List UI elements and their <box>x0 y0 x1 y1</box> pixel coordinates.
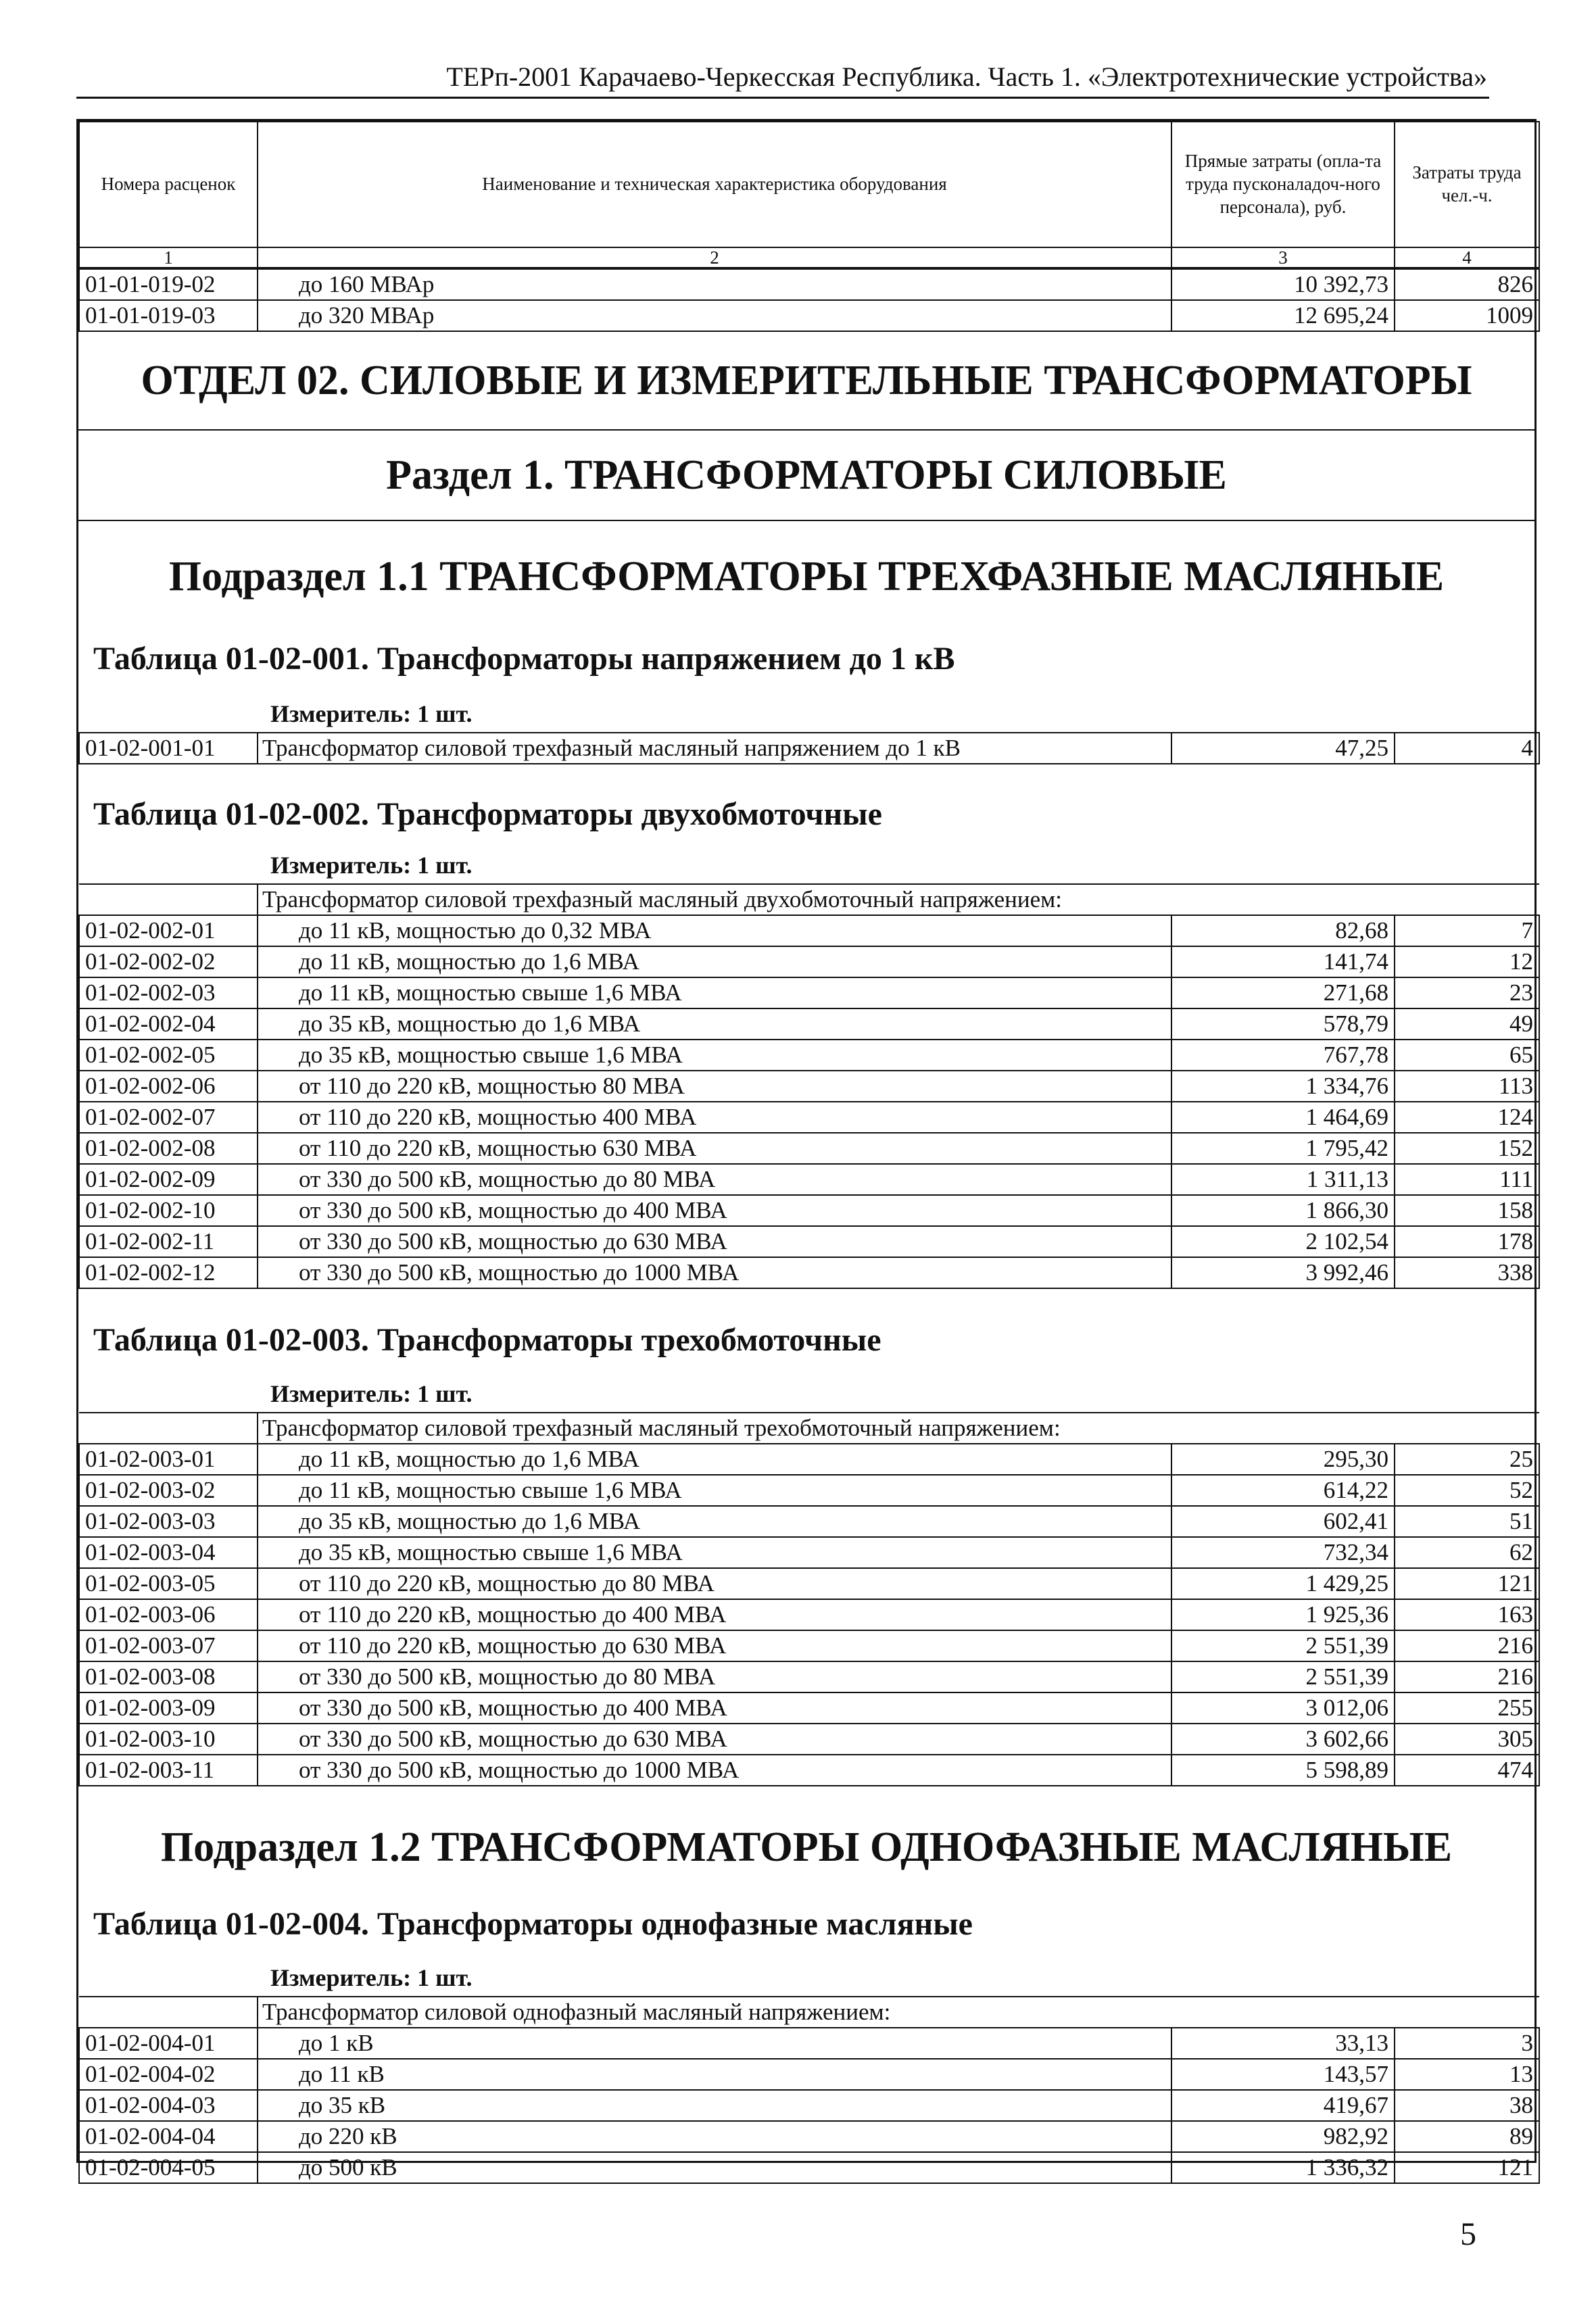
col-num-1: 1 <box>79 247 258 268</box>
labor-hours: 121 <box>1395 2152 1539 2183</box>
table-row <box>79 1630 1539 1661</box>
table-row <box>79 2028 1539 2059</box>
labor-hours: 178 <box>1395 1226 1539 1257</box>
direct-cost: 10 392,73 <box>1171 269 1395 300</box>
table-4-rows <box>78 1996 1540 2184</box>
table-row <box>79 2059 1539 2090</box>
rate-code: 01-02-002-07 <box>79 1102 258 1133</box>
direct-cost: 141,74 <box>1171 946 1395 977</box>
labor-hours: 4 <box>1395 733 1539 764</box>
item-name: до 320 МВАр <box>258 300 1171 331</box>
rate-code: 01-02-004-04 <box>79 2121 258 2152</box>
rate-code: 01-01-019-03 <box>79 300 258 331</box>
rate-code: 01-02-003-11 <box>79 1755 258 1786</box>
col-head-labor: Затраты труда чел.-ч. <box>1395 122 1539 247</box>
rate-code: 01-02-002-11 <box>79 1226 258 1257</box>
table-1-rows <box>78 732 1540 764</box>
rate-code: 01-02-002-05 <box>79 1040 258 1071</box>
col-num-4: 4 <box>1395 247 1539 268</box>
labor-hours: 216 <box>1395 1630 1539 1661</box>
page-number: 5 <box>1460 2216 1476 2252</box>
direct-cost: 602,41 <box>1171 1506 1395 1537</box>
item-name: до 220 кВ <box>258 2121 1171 2152</box>
table-row <box>79 1102 1539 1133</box>
labor-hours: 51 <box>1395 1506 1539 1537</box>
rate-code: 01-02-003-05 <box>79 1568 258 1599</box>
item-name: до 35 кВ, мощностью до 1,6 МВА <box>258 1506 1171 1537</box>
labor-hours: 474 <box>1395 1755 1539 1786</box>
rate-code: 01-02-004-05 <box>79 2152 258 2183</box>
item-name: от 330 до 500 кВ, мощностью до 1000 МВА <box>258 1257 1171 1288</box>
col-num-2: 2 <box>258 247 1171 268</box>
table-1-title: Таблица 01-02-001. Трансформаторы напряжением до 1 кВ <box>93 641 955 677</box>
rate-code: 01-02-002-04 <box>79 1008 258 1040</box>
table-row <box>79 1133 1539 1164</box>
direct-cost: 1 311,13 <box>1171 1164 1395 1195</box>
price-table-frame <box>76 119 1537 2180</box>
item-name: от 110 до 220 кВ, мощностью до 80 МВА <box>258 1568 1171 1599</box>
col-head-name: Наименование и техническая характеристика оборудования <box>258 122 1171 247</box>
labor-hours: 826 <box>1395 269 1539 300</box>
razdel-heading: Раздел 1. ТРАНСФОРМАТОРЫ СИЛОВЫЕ <box>78 431 1534 521</box>
direct-cost: 5 598,89 <box>1171 1755 1395 1786</box>
labor-hours: 305 <box>1395 1724 1539 1755</box>
labor-hours: 152 <box>1395 1133 1539 1164</box>
labor-hours: 13 <box>1395 2059 1539 2090</box>
labor-hours: 49 <box>1395 1008 1539 1040</box>
direct-cost: 1 429,25 <box>1171 1568 1395 1599</box>
table-row <box>79 2090 1539 2121</box>
direct-cost: 732,34 <box>1171 1537 1395 1568</box>
direct-cost: 614,22 <box>1171 1475 1395 1506</box>
rate-code: 01-02-003-07 <box>79 1630 258 1661</box>
table-row <box>79 1661 1539 1692</box>
rate-code: 01-02-002-01 <box>79 915 258 946</box>
table-3-intro: Трансформатор силовой трехфазный масляный трехобмоточный напряжением: <box>258 1413 1539 1444</box>
item-name: от 110 до 220 кВ, мощностью до 630 МВА <box>258 1630 1171 1661</box>
item-name: от 110 до 220 кВ, мощностью до 400 МВА <box>258 1599 1171 1630</box>
table-row <box>79 1506 1539 1537</box>
rate-code: 01-02-004-01 <box>79 2028 258 2059</box>
rate-code: 01-02-004-02 <box>79 2059 258 2090</box>
item-name: от 330 до 500 кВ, мощностью до 630 МВА <box>258 1724 1171 1755</box>
item-name: до 1 кВ <box>258 2028 1171 2059</box>
labor-hours: 52 <box>1395 1475 1539 1506</box>
item-name: от 330 до 500 кВ, мощностью до 630 МВА <box>258 1226 1171 1257</box>
direct-cost: 2 551,39 <box>1171 1630 1395 1661</box>
direct-cost: 1 464,69 <box>1171 1102 1395 1133</box>
table-3-measurer: Измеритель: 1 шт. <box>270 1380 473 1407</box>
rate-code: 01-02-002-10 <box>79 1195 258 1226</box>
direct-cost: 1 866,30 <box>1171 1195 1395 1226</box>
table-2-title: Таблица 01-02-002. Трансформаторы двухобмоточные <box>93 796 882 832</box>
table-row <box>79 1444 1539 1475</box>
item-name: от 330 до 500 кВ, мощностью до 80 МВА <box>258 1661 1171 1692</box>
labor-hours: 255 <box>1395 1692 1539 1724</box>
rate-code: 01-02-001-01 <box>79 733 258 764</box>
table-row <box>79 1226 1539 1257</box>
table-row <box>79 1040 1539 1071</box>
direct-cost: 578,79 <box>1171 1008 1395 1040</box>
direct-cost: 1 334,76 <box>1171 1071 1395 1102</box>
table-row <box>79 2121 1539 2152</box>
labor-hours: 163 <box>1395 1599 1539 1630</box>
item-name: до 11 кВ, мощностью до 0,32 МВА <box>258 915 1171 946</box>
labor-hours: 121 <box>1395 1568 1539 1599</box>
rate-code: 01-02-002-02 <box>79 946 258 977</box>
rate-code: 01-02-003-09 <box>79 1692 258 1724</box>
labor-hours: 124 <box>1395 1102 1539 1133</box>
labor-hours: 89 <box>1395 2121 1539 2152</box>
labor-hours: 113 <box>1395 1071 1539 1102</box>
item-name: до 35 кВ <box>258 2090 1171 2121</box>
labor-hours: 12 <box>1395 946 1539 977</box>
direct-cost: 2 551,39 <box>1171 1661 1395 1692</box>
table-row <box>79 733 1539 764</box>
direct-cost: 271,68 <box>1171 977 1395 1008</box>
direct-cost: 295,30 <box>1171 1444 1395 1475</box>
table-row <box>79 1071 1539 1102</box>
labor-hours: 158 <box>1395 1195 1539 1226</box>
podrazdel-1-heading: Подраздел 1.1 ТРАНСФОРМАТОРЫ ТРЕХФАЗНЫЕ МАСЛЯНЫЕ <box>168 554 1445 600</box>
podrazdel-2-heading: Подраздел 1.2 ТРАНСФОРМАТОРЫ ОДНОФАЗНЫЕ МАСЛЯНЫЕ <box>160 1824 1453 1870</box>
direct-cost: 33,13 <box>1171 2028 1395 2059</box>
item-name: до 160 МВАр <box>258 269 1171 300</box>
rate-code: 01-02-002-08 <box>79 1133 258 1164</box>
direct-cost: 767,78 <box>1171 1040 1395 1071</box>
otdel-heading: ОТДЕЛ 02. СИЛОВЫЕ И ИЗМЕРИТЕЛЬНЫЕ ТРАНСФОРМАТОРЫ <box>78 332 1534 431</box>
item-name: до 35 кВ, мощностью свыше 1,6 МВА <box>258 1040 1171 1071</box>
rate-code: 01-02-002-03 <box>79 977 258 1008</box>
item-name: до 11 кВ <box>258 2059 1171 2090</box>
rate-code: 01-02-003-06 <box>79 1599 258 1630</box>
table-2-rows <box>78 883 1540 1289</box>
table-row <box>79 300 1539 331</box>
direct-cost: 12 695,24 <box>1171 300 1395 331</box>
rate-code: 01-02-003-01 <box>79 1444 258 1475</box>
direct-cost: 143,57 <box>1171 2059 1395 2090</box>
direct-cost: 419,67 <box>1171 2090 1395 2121</box>
header-rule <box>76 97 1489 99</box>
rate-code: 01-02-002-06 <box>79 1071 258 1102</box>
item-name: до 35 кВ, мощностью свыше 1,6 МВА <box>258 1537 1171 1568</box>
item-name: от 110 до 220 кВ, мощностью 80 МВА <box>258 1071 1171 1102</box>
table-4-title: Таблица 01-02-004. Трансформаторы однофазные масляные <box>93 1906 973 1942</box>
rate-code: 01-02-002-09 <box>79 1164 258 1195</box>
direct-cost: 1 795,42 <box>1171 1133 1395 1164</box>
table-row <box>79 1475 1539 1506</box>
column-header-table <box>78 121 1540 268</box>
rate-code: 01-02-002-12 <box>79 1257 258 1288</box>
table-row <box>79 1568 1539 1599</box>
item-name: от 110 до 220 кВ, мощностью 400 МВА <box>258 1102 1171 1133</box>
col-head-cost: Прямые затраты (опла-та труда пусконаладоч-ного персонала), руб. <box>1171 122 1395 247</box>
rate-code: 01-02-003-08 <box>79 1661 258 1692</box>
item-name: до 11 кВ, мощностью до 1,6 МВА <box>258 1444 1171 1475</box>
table-2-measurer: Измеритель: 1 шт. <box>270 852 473 879</box>
rate-code: 01-02-003-02 <box>79 1475 258 1506</box>
item-name: от 330 до 500 кВ, мощностью до 400 МВА <box>258 1195 1171 1226</box>
table-1-measurer: Измеритель: 1 шт. <box>270 700 473 727</box>
rate-code: 01-02-004-03 <box>79 2090 258 2121</box>
item-name: от 110 до 220 кВ, мощностью 630 МВА <box>258 1133 1171 1164</box>
direct-cost: 1 925,36 <box>1171 1599 1395 1630</box>
running-header: ТЕРп-2001 Карачаево-Черкесская Республика. Часть 1. «Электротехнические устройства» <box>446 62 1487 92</box>
top-rows-table <box>78 268 1540 332</box>
rate-code: 01-02-003-04 <box>79 1537 258 1568</box>
table-row <box>79 1537 1539 1568</box>
table-row <box>79 2152 1539 2183</box>
col-num-3: 3 <box>1171 247 1395 268</box>
table-row <box>79 1724 1539 1755</box>
rate-code: 01-02-003-03 <box>79 1506 258 1537</box>
table-row <box>79 1692 1539 1724</box>
table-row <box>79 1257 1539 1288</box>
labor-hours: 338 <box>1395 1257 1539 1288</box>
item-name: до 11 кВ, мощностью свыше 1,6 МВА <box>258 1475 1171 1506</box>
table-row <box>79 946 1539 977</box>
labor-hours: 38 <box>1395 2090 1539 2121</box>
table-row <box>79 1195 1539 1226</box>
item-name: до 11 кВ, мощностью до 1,6 МВА <box>258 946 1171 977</box>
rate-code: 01-01-019-02 <box>79 269 258 300</box>
direct-cost: 3 992,46 <box>1171 1257 1395 1288</box>
labor-hours: 23 <box>1395 977 1539 1008</box>
item-name: от 330 до 500 кВ, мощностью до 1000 МВА <box>258 1755 1171 1786</box>
labor-hours: 7 <box>1395 915 1539 946</box>
labor-hours: 111 <box>1395 1164 1539 1195</box>
table-2-intro: Трансформатор силовой трехфазный масляный двухобмоточный напряжением: <box>258 884 1539 915</box>
item-name: Трансформатор силовой трехфазный масляный напряжением до 1 кВ <box>258 733 1171 764</box>
direct-cost: 982,92 <box>1171 2121 1395 2152</box>
rate-code: 01-02-003-10 <box>79 1724 258 1755</box>
labor-hours: 1009 <box>1395 300 1539 331</box>
item-name: от 330 до 500 кВ, мощностью до 400 МВА <box>258 1692 1171 1724</box>
table-3-title: Таблица 01-02-003. Трансформаторы трехобмоточные <box>93 1322 881 1358</box>
table-4-measurer: Измеритель: 1 шт. <box>270 1964 473 1991</box>
direct-cost: 3 012,06 <box>1171 1692 1395 1724</box>
table-row <box>79 1008 1539 1040</box>
table-4-intro: Трансформатор силовой однофазный масляный напряжением: <box>258 1997 1539 2028</box>
labor-hours: 62 <box>1395 1537 1539 1568</box>
table-row <box>79 269 1539 300</box>
labor-hours: 65 <box>1395 1040 1539 1071</box>
labor-hours: 25 <box>1395 1444 1539 1475</box>
labor-hours: 216 <box>1395 1661 1539 1692</box>
item-name: до 35 кВ, мощностью до 1,6 МВА <box>258 1008 1171 1040</box>
labor-hours: 3 <box>1395 2028 1539 2059</box>
col-head-codes: Номера расценок <box>79 122 258 247</box>
item-name: от 330 до 500 кВ, мощностью до 80 МВА <box>258 1164 1171 1195</box>
item-name: до 11 кВ, мощностью свыше 1,6 МВА <box>258 977 1171 1008</box>
table-row <box>79 1599 1539 1630</box>
table-row <box>79 1164 1539 1195</box>
table-row <box>79 977 1539 1008</box>
table-3-rows <box>78 1412 1540 1786</box>
direct-cost: 1 336,32 <box>1171 2152 1395 2183</box>
table-row <box>79 915 1539 946</box>
direct-cost: 3 602,66 <box>1171 1724 1395 1755</box>
direct-cost: 82,68 <box>1171 915 1395 946</box>
item-name: до 500 кВ <box>258 2152 1171 2183</box>
direct-cost: 2 102,54 <box>1171 1226 1395 1257</box>
direct-cost: 47,25 <box>1171 733 1395 764</box>
table-row <box>79 1755 1539 1786</box>
